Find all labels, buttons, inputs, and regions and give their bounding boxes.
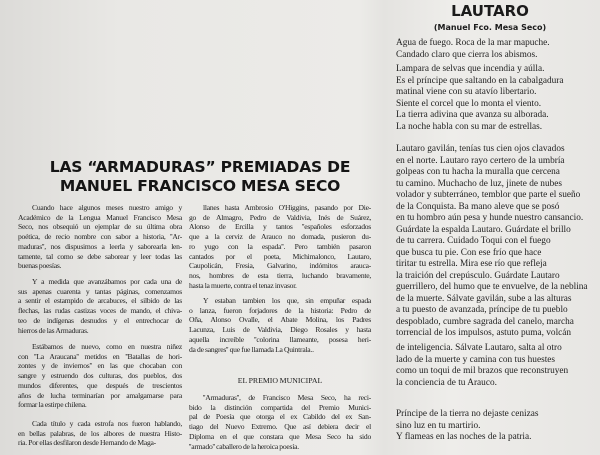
poem-line: Candado claro que cierra los abismos. (396, 49, 538, 60)
text-line: Y estaban tambien los que, sin empuñar espada (203, 296, 371, 305)
poem-line: que busca tu pie. Con ese frío que hace (396, 247, 542, 258)
poem-line: guerrillero, del humo que te envuelve, de la neblina (396, 282, 588, 292)
text-line: sus apenas cuarenta y tantas páginas, comenzamos (18, 286, 182, 296)
text-line: buenas poesías. (18, 261, 62, 271)
paragraph (189, 296, 371, 354)
poem-stanza (396, 64, 596, 133)
poem-stanza (396, 144, 596, 340)
text-line: mundos diferentes, que después de trescientos (18, 380, 182, 390)
poem-line: Lampara de selvas que incendia y aúlla. (396, 64, 545, 74)
poem-line: la traición del crepúsculo. Guárdate Lautaro (396, 270, 560, 281)
text-line: ria. Por ellas desfilaron desde Hernando de Maga- (18, 438, 156, 448)
text-line: bido la distinción compartida del Premio Munici- (189, 402, 371, 412)
article-title-line: MANUEL FRANCISCO MESA SECO (59, 177, 341, 195)
text-line: Y a medida que avanzábamos por cada una de (32, 277, 182, 286)
poem-line: en tu hombro aún pesa y hunde nuestro cansancio. (396, 213, 584, 223)
poem-line: matinal viene con su atavío libertario. (396, 87, 537, 97)
text-line: Alonso de Ercilla y tantos ''españoles esforzados (189, 222, 371, 232)
text-line: tamente, tal como se debe saborear y leer todas las (18, 251, 182, 261)
text-line: Seco, nos obsequió un ejemplar de su última obra (18, 222, 182, 232)
poem-line: como un toqui de mil brazos que reconstruyen (396, 366, 569, 376)
paragraph (18, 203, 182, 271)
text-line: en bellas palabras, de los albores de nuestra Histo- (18, 428, 182, 438)
text-line: cantados por el poeta, Michimalonco, Lautaro, (189, 251, 371, 261)
text-line: tiago del Nuevo Extremo. Que así debiera decir el (189, 422, 371, 432)
poem-line: de inteligencia. Sálvate Lautaro, salta al otro (396, 343, 562, 353)
subheading-premio-municipal: EL PREMIO MUNICIPAL (237, 376, 323, 385)
poem-line: La tierra adivina que avanza su alborada. (396, 110, 549, 120)
text-line: maduras'', nos dispusimos a leerla y saborearla len- (18, 241, 182, 251)
text-line: Lacunza, Luis de Valdivia, Diego Rosales y hasta (189, 325, 371, 335)
article-middle-column (189, 0, 371, 455)
poem-line: despoblado, cumbre sagrada del canelo, marcha (396, 316, 574, 327)
poem-line: Príncipe de la tierra no dejaste cenizas (396, 409, 539, 419)
text-line: teo de indígenas desnudos y el entrechocar de (18, 315, 182, 325)
poem-line: Agua de fuego. Roca de la mar mapuche. (396, 38, 550, 48)
article-title-line: LAS “ARMADURAS” PREMIADAS DE (49, 158, 351, 176)
paragraph (189, 393, 371, 451)
poem-line: a tu puesto de avanzada, príncipe de tu pueblo (396, 305, 568, 315)
paragraph (189, 203, 371, 290)
poem-line: sino luz en tu martirio. (396, 420, 481, 431)
poem-line: lado de la muerte y camina con tus huestes (396, 354, 556, 365)
text-line: o lanza, fueron forjadores de la historia: Pedro de (189, 305, 371, 315)
text-line: Cada título y cada estrofa nos fueron hablando, (32, 419, 182, 428)
text-line: a sentir el estampido de arcabuces, el silbido de las (18, 296, 182, 306)
text-line: zontes y de inviernos'' en las que chocaban con (18, 361, 182, 371)
poem-author: (Manuel Fco. Mesa Seco) (433, 23, 547, 32)
poem-stanza (396, 38, 596, 61)
text-line: con ''La Araucana'' metidos en ''Batallas de hori- (18, 351, 182, 361)
poem-line: Y flameas en las noches de la patria. (396, 432, 532, 442)
poem-line: Lautaro gavilán, tenías tus cien ojos clavados (396, 144, 565, 154)
poem-line: Es el príncipe que saltando en la cabalgadura (396, 75, 564, 86)
text-line: Cuando hace algunos meses nuestro amigo y (32, 203, 182, 212)
text-line: ''armado'' caballero de la heroica poesía. (189, 441, 299, 451)
text-line: años de lucha terminarían por amalgamarse para (18, 390, 182, 400)
text-line: nos, hombres de esta tierra, luchando bravamente, (189, 270, 371, 280)
poem-line: golpeas con tu hacha la muralla que cercena (396, 167, 560, 177)
poem-title: LAUTARO (451, 2, 529, 20)
paragraph (18, 342, 182, 410)
text-line: formar la estirpe chilena. (18, 400, 87, 410)
text-line: da de sangres'' que fue llamada La Quintrala.. (189, 344, 314, 354)
article-left-column (18, 0, 182, 455)
poem-line: de la muerte. Sálvate gavilán, sube a las alturas (396, 293, 572, 304)
poem-line: tu camino. Muchacho de luz, jinete de nubes (396, 178, 563, 189)
text-line: sangre y estruendo dos culturas, dos pueblos, dos (18, 371, 182, 381)
text-line: ro yugo con la espada''. Pero también pasaron (189, 241, 371, 251)
poem-line: torrencial de los impulsos, astuto puma, volcán (396, 328, 572, 338)
text-line: pal de Poesía que otorga el ex Cabildo del ex San- (189, 412, 371, 422)
poem-stanza (396, 343, 596, 389)
text-line: Caupolicán, Fresia, Galvarino, indómitos arauca- (189, 261, 371, 271)
text-line: hasta la muerte, contra el tenaz invasor. (189, 280, 297, 290)
paragraph (18, 277, 182, 335)
poem-line: de tu carrera. Cuidado Toqui con el fuego (396, 236, 551, 246)
text-line: Académico de la Lengua Manuel Francisco Mesa (18, 212, 182, 222)
poem-line: en el norte. Lautaro rayo certero de la umbría (396, 155, 565, 166)
poem-line: Siente el corcel que lo monta el viento. (396, 98, 542, 109)
text-line: go de Almagro, Pedro de Valdivia, Inés de Suárez, (189, 212, 371, 222)
text-line: Oña, Alonso Ovalle, el Abate Molina, los Padres (189, 315, 371, 325)
text-line: llanes hasta Ambrosio O'Higgins, pasando por Die- (203, 203, 371, 212)
text-line: poética, de recio nombre con sabor a historia, ''Ar- (18, 232, 182, 242)
text-line: Diploma en el que constara que Mesa Seco ha sido (189, 431, 371, 441)
poem-stanza (396, 409, 596, 444)
text-line: Estábamos de nuevo, como en nuestra niñez (32, 342, 182, 351)
poem-line: tiritar tu estrella. Mira ese río que refleja (396, 259, 547, 269)
poem-line: La noche habla con su mar de estrellas. (396, 121, 543, 132)
poem-line: Guárdate la espalda Lautaro. Guárdate el brillo (396, 224, 571, 235)
text-line: que a la cerviz de Arauco no domada, pusieron du- (189, 232, 371, 242)
paragraph (18, 419, 182, 448)
poem-line: volador y subterráneo, temblor que parte el sueño (396, 190, 581, 200)
text-line: ''Armaduras'', de Francisco Mesa Seco, ha reci- (203, 393, 371, 402)
poem-line: la conciencia de tu Arauco. (396, 377, 497, 388)
text-line: flechas, las rudas castizas voces de mando, el chiva- (18, 306, 182, 316)
text-line: hierros de las Armaduras. (18, 325, 89, 335)
poem-line: de la Conquista. Ba mano aleve que se posó (396, 201, 560, 212)
text-line: aquella increíble ''colorina llameante, posesa heri- (189, 334, 371, 344)
